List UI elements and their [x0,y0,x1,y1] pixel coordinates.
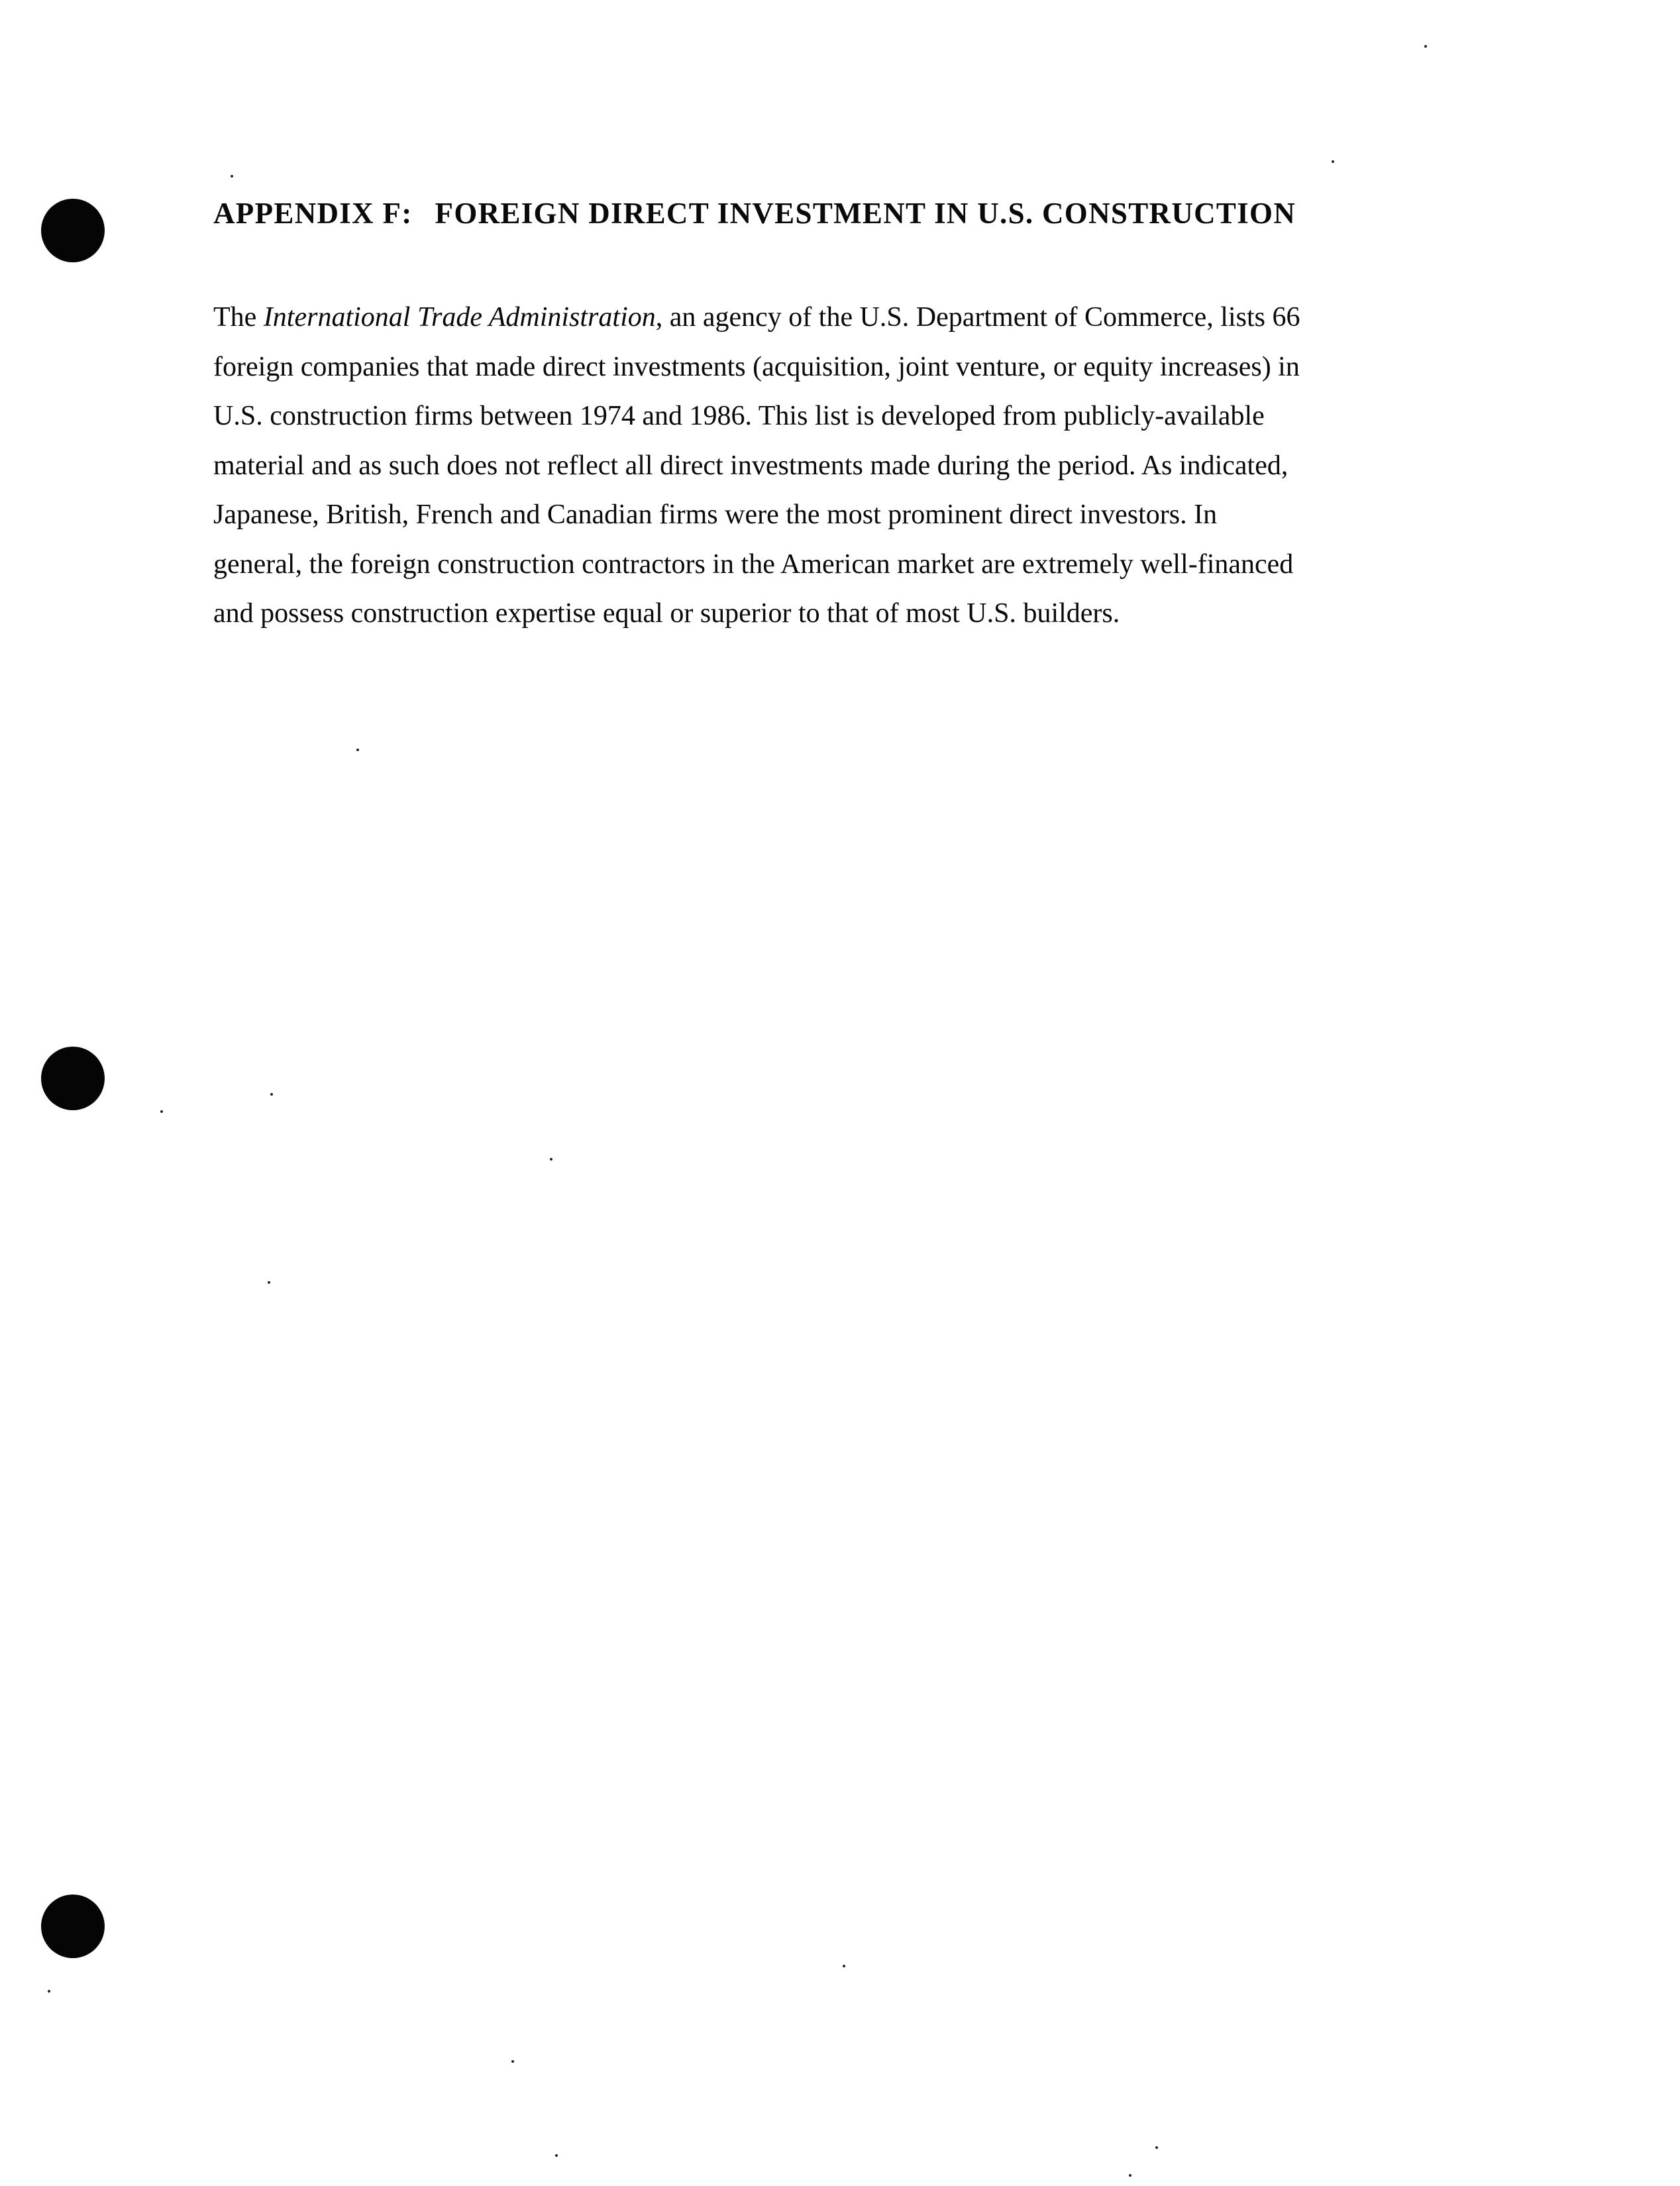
appendix-label: APPENDIX F: [213,197,413,230]
paragraph-line: general, the foreign construction contractors in the American market are extremely well-financed [213,548,1294,580]
scan-speck [1155,2146,1158,2149]
scan-speck [356,749,359,751]
paragraph-line: foreign companies that made direct investments (acquisition, joint venture, or equity increases) in [213,351,1300,382]
body-paragraph [213,293,1525,639]
agency-name: International Trade Administration [263,302,656,333]
scan-speck [268,1281,270,1284]
punch-hole [41,1047,105,1110]
scan-speck [843,1965,845,1967]
appendix-title: FOREIGN DIRECT INVESTMENT IN U.S. CONSTRUCTION [435,197,1296,230]
punch-hole [41,1895,105,1958]
paragraph-line-1-rest: , an agency of the U.S. Department of Commerce, lists 66 [655,302,1300,333]
scan-speck [1332,160,1334,163]
scan-speck [160,1110,163,1113]
scan-speck [231,175,233,178]
paragraph-lead-word: The [213,302,257,333]
scan-speck [1424,45,1427,48]
appendix-heading [213,196,1505,231]
paragraph-line [213,293,1525,342]
paragraph-line: and possess construction expertise equal or superior to that of most U.S. builders. [213,598,1120,629]
scan-speck [555,2154,558,2157]
paragraph-line: Japanese, British, French and Canadian firms were the most prominent direct investors. In [213,499,1218,530]
scan-speck [550,1158,552,1161]
scan-speck [48,1990,50,1993]
paragraph-line: U.S. construction firms between 1974 and 1986. This list is developed from publicly-available [213,401,1265,431]
scan-speck [511,2060,514,2063]
punch-hole [41,199,105,262]
scan-speck [1129,2174,1131,2177]
paragraph-line: material and as such does not reflect all direct investments made during the period. As indicated, [213,450,1288,481]
scan-speck [270,1093,273,1096]
